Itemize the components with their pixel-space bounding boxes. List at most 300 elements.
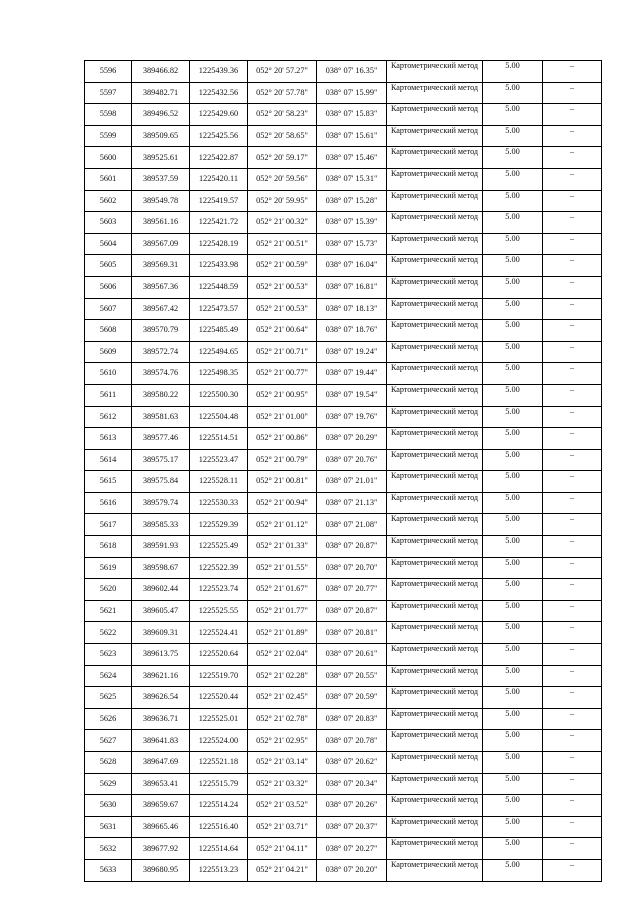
point-number-cell: 5623 <box>85 644 132 666</box>
y-coordinate-cell: 1225520.64 <box>190 644 248 666</box>
method-cell: Картометрический метод <box>387 557 483 579</box>
table-row <box>85 773 602 795</box>
precision-cell: 5.00 <box>483 773 543 795</box>
point-number-cell: 5614 <box>85 449 132 471</box>
x-coordinate-cell: 389591.93 <box>132 536 190 558</box>
note-cell: – <box>543 687 602 709</box>
y-coordinate-cell: 1225500.30 <box>190 384 248 406</box>
y-coordinate-cell: 1225514.51 <box>190 428 248 450</box>
point-number-cell: 5598 <box>85 104 132 126</box>
table-row <box>85 708 602 730</box>
longitude-cell: 038° 07' 20.59" <box>317 687 387 709</box>
precision-cell: 5.00 <box>483 579 543 601</box>
latitude-cell: 052° 21' 04.11" <box>248 838 317 860</box>
point-number-cell: 5621 <box>85 600 132 622</box>
precision-cell: 5.00 <box>483 471 543 493</box>
latitude-cell: 052° 21' 00.59" <box>248 255 317 277</box>
latitude-cell: 052° 21' 01.33" <box>248 536 317 558</box>
table-row <box>85 859 602 881</box>
point-number-cell: 5604 <box>85 233 132 255</box>
table-row <box>85 536 602 558</box>
x-coordinate-cell: 389659.67 <box>132 795 190 817</box>
point-number-cell: 5628 <box>85 752 132 774</box>
y-coordinate-cell: 1225494.65 <box>190 341 248 363</box>
longitude-cell: 038° 07' 20.26" <box>317 795 387 817</box>
x-coordinate-cell: 389653.41 <box>132 773 190 795</box>
latitude-cell: 052° 21' 00.51" <box>248 233 317 255</box>
method-cell: Картометрический метод <box>387 579 483 601</box>
table-row <box>85 514 602 536</box>
y-coordinate-cell: 1225520.44 <box>190 687 248 709</box>
note-cell: – <box>543 104 602 126</box>
x-coordinate-cell: 389626.54 <box>132 687 190 709</box>
x-coordinate-cell: 389579.74 <box>132 492 190 514</box>
longitude-cell: 038° 07' 20.83" <box>317 708 387 730</box>
method-cell: Картометрический метод <box>387 773 483 795</box>
latitude-cell: 052° 20' 58.65" <box>248 125 317 147</box>
y-coordinate-cell: 1225524.00 <box>190 730 248 752</box>
note-cell: – <box>543 190 602 212</box>
note-cell: – <box>543 644 602 666</box>
y-coordinate-cell: 1225420.11 <box>190 168 248 190</box>
point-number-cell: 5608 <box>85 320 132 342</box>
y-coordinate-cell: 1225528.11 <box>190 471 248 493</box>
point-number-cell: 5613 <box>85 428 132 450</box>
table-row <box>85 255 602 277</box>
point-number-cell: 5629 <box>85 773 132 795</box>
point-number-cell: 5597 <box>85 82 132 104</box>
note-cell: – <box>543 773 602 795</box>
precision-cell: 5.00 <box>483 708 543 730</box>
longitude-cell: 038° 07' 20.62" <box>317 752 387 774</box>
x-coordinate-cell: 389613.75 <box>132 644 190 666</box>
note-cell: – <box>543 212 602 234</box>
precision-cell: 5.00 <box>483 363 543 385</box>
x-coordinate-cell: 389575.17 <box>132 449 190 471</box>
point-number-cell: 5599 <box>85 125 132 147</box>
note-cell: – <box>543 514 602 536</box>
x-coordinate-cell: 389581.63 <box>132 406 190 428</box>
note-cell: – <box>543 600 602 622</box>
longitude-cell: 038° 07' 19.44" <box>317 363 387 385</box>
longitude-cell: 038° 07' 20.81" <box>317 622 387 644</box>
latitude-cell: 052° 20' 57.78" <box>248 82 317 104</box>
x-coordinate-cell: 389549.78 <box>132 190 190 212</box>
y-coordinate-cell: 1225419.57 <box>190 190 248 212</box>
note-cell: – <box>543 492 602 514</box>
x-coordinate-cell: 389598.67 <box>132 557 190 579</box>
longitude-cell: 038° 07' 21.08" <box>317 514 387 536</box>
y-coordinate-cell: 1225513.23 <box>190 859 248 881</box>
longitude-cell: 038° 07' 20.78" <box>317 730 387 752</box>
precision-cell: 5.00 <box>483 600 543 622</box>
y-coordinate-cell: 1225523.74 <box>190 579 248 601</box>
longitude-cell: 038° 07' 16.04" <box>317 255 387 277</box>
method-cell: Картометрический метод <box>387 190 483 212</box>
method-cell: Картометрический метод <box>387 406 483 428</box>
latitude-cell: 052° 21' 00.71" <box>248 341 317 363</box>
precision-cell: 5.00 <box>483 233 543 255</box>
precision-cell: 5.00 <box>483 104 543 126</box>
precision-cell: 5.00 <box>483 82 543 104</box>
table-row <box>85 579 602 601</box>
method-cell: Картометрический метод <box>387 471 483 493</box>
precision-cell: 5.00 <box>483 752 543 774</box>
longitude-cell: 038° 07' 18.76" <box>317 320 387 342</box>
method-cell: Картометрический метод <box>387 298 483 320</box>
precision-cell: 5.00 <box>483 255 543 277</box>
point-number-cell: 5617 <box>85 514 132 536</box>
note-cell: – <box>543 233 602 255</box>
point-number-cell: 5611 <box>85 384 132 406</box>
method-cell: Картометрический метод <box>387 82 483 104</box>
method-cell: Картометрический метод <box>387 341 483 363</box>
point-number-cell: 5626 <box>85 708 132 730</box>
method-cell: Картометрический метод <box>387 168 483 190</box>
note-cell: – <box>543 838 602 860</box>
longitude-cell: 038° 07' 16.35" <box>317 61 387 83</box>
precision-cell: 5.00 <box>483 428 543 450</box>
table-row <box>85 104 602 126</box>
longitude-cell: 038° 07' 15.46" <box>317 147 387 169</box>
point-number-cell: 5625 <box>85 687 132 709</box>
x-coordinate-cell: 389561.16 <box>132 212 190 234</box>
x-coordinate-cell: 389570.79 <box>132 320 190 342</box>
table-row <box>85 600 602 622</box>
x-coordinate-cell: 389665.46 <box>132 816 190 838</box>
table-row <box>85 147 602 169</box>
point-number-cell: 5601 <box>85 168 132 190</box>
longitude-cell: 038° 07' 21.01" <box>317 471 387 493</box>
longitude-cell: 038° 07' 15.31" <box>317 168 387 190</box>
point-number-cell: 5602 <box>85 190 132 212</box>
longitude-cell: 038° 07' 20.87" <box>317 536 387 558</box>
x-coordinate-cell: 389605.47 <box>132 600 190 622</box>
y-coordinate-cell: 1225429.60 <box>190 104 248 126</box>
x-coordinate-cell: 389569.31 <box>132 255 190 277</box>
longitude-cell: 038° 07' 15.39" <box>317 212 387 234</box>
note-cell: – <box>543 276 602 298</box>
latitude-cell: 052° 21' 01.77" <box>248 600 317 622</box>
note-cell: – <box>543 384 602 406</box>
note-cell: – <box>543 557 602 579</box>
table-row <box>85 795 602 817</box>
precision-cell: 5.00 <box>483 61 543 83</box>
x-coordinate-cell: 389575.84 <box>132 471 190 493</box>
table-row <box>85 341 602 363</box>
longitude-cell: 038° 07' 15.61" <box>317 125 387 147</box>
precision-cell: 5.00 <box>483 838 543 860</box>
note-cell: – <box>543 665 602 687</box>
method-cell: Картометрический метод <box>387 859 483 881</box>
method-cell: Картометрический метод <box>387 384 483 406</box>
method-cell: Картометрический метод <box>387 320 483 342</box>
note-cell: – <box>543 298 602 320</box>
table-row <box>85 125 602 147</box>
table-row <box>85 449 602 471</box>
latitude-cell: 052° 21' 01.12" <box>248 514 317 536</box>
coordinates-table-body <box>85 61 602 882</box>
x-coordinate-cell: 389525.61 <box>132 147 190 169</box>
longitude-cell: 038° 07' 15.73" <box>317 233 387 255</box>
point-number-cell: 5633 <box>85 859 132 881</box>
method-cell: Картометрический метод <box>387 752 483 774</box>
longitude-cell: 038° 07' 20.77" <box>317 579 387 601</box>
precision-cell: 5.00 <box>483 644 543 666</box>
latitude-cell: 052° 21' 00.81" <box>248 471 317 493</box>
method-cell: Картометрический метод <box>387 600 483 622</box>
point-number-cell: 5631 <box>85 816 132 838</box>
note-cell: – <box>543 579 602 601</box>
y-coordinate-cell: 1225485.49 <box>190 320 248 342</box>
method-cell: Картометрический метод <box>387 212 483 234</box>
point-number-cell: 5622 <box>85 622 132 644</box>
point-number-cell: 5605 <box>85 255 132 277</box>
x-coordinate-cell: 389509.65 <box>132 125 190 147</box>
method-cell: Картометрический метод <box>387 665 483 687</box>
x-coordinate-cell: 389680.95 <box>132 859 190 881</box>
point-number-cell: 5627 <box>85 730 132 752</box>
longitude-cell: 038° 07' 20.70" <box>317 557 387 579</box>
latitude-cell: 052° 21' 00.77" <box>248 363 317 385</box>
longitude-cell: 038° 07' 21.13" <box>317 492 387 514</box>
x-coordinate-cell: 389537.59 <box>132 168 190 190</box>
point-number-cell: 5624 <box>85 665 132 687</box>
y-coordinate-cell: 1225439.36 <box>190 61 248 83</box>
table-row <box>85 190 602 212</box>
table-row <box>85 384 602 406</box>
y-coordinate-cell: 1225425.56 <box>190 125 248 147</box>
latitude-cell: 052° 21' 02.45" <box>248 687 317 709</box>
longitude-cell: 038° 07' 20.61" <box>317 644 387 666</box>
y-coordinate-cell: 1225530.33 <box>190 492 248 514</box>
x-coordinate-cell: 389585.33 <box>132 514 190 536</box>
latitude-cell: 052° 21' 04.21" <box>248 859 317 881</box>
method-cell: Картометрический метод <box>387 622 483 644</box>
latitude-cell: 052° 21' 00.94" <box>248 492 317 514</box>
point-number-cell: 5603 <box>85 212 132 234</box>
note-cell: – <box>543 708 602 730</box>
latitude-cell: 052° 21' 03.52" <box>248 795 317 817</box>
note-cell: – <box>543 255 602 277</box>
method-cell: Картометрический метод <box>387 233 483 255</box>
table-row <box>85 61 602 83</box>
y-coordinate-cell: 1225519.70 <box>190 665 248 687</box>
longitude-cell: 038° 07' 20.20" <box>317 859 387 881</box>
method-cell: Картометрический метод <box>387 363 483 385</box>
x-coordinate-cell: 389567.36 <box>132 276 190 298</box>
point-number-cell: 5615 <box>85 471 132 493</box>
precision-cell: 5.00 <box>483 276 543 298</box>
longitude-cell: 038° 07' 20.87" <box>317 600 387 622</box>
longitude-cell: 038° 07' 15.99" <box>317 82 387 104</box>
note-cell: – <box>543 147 602 169</box>
precision-cell: 5.00 <box>483 147 543 169</box>
y-coordinate-cell: 1225529.39 <box>190 514 248 536</box>
table-row <box>85 212 602 234</box>
precision-cell: 5.00 <box>483 190 543 212</box>
longitude-cell: 038° 07' 20.55" <box>317 665 387 687</box>
longitude-cell: 038° 07' 20.27" <box>317 838 387 860</box>
precision-cell: 5.00 <box>483 816 543 838</box>
precision-cell: 5.00 <box>483 449 543 471</box>
latitude-cell: 052° 21' 03.14" <box>248 752 317 774</box>
latitude-cell: 052° 21' 02.78" <box>248 708 317 730</box>
note-cell: – <box>543 471 602 493</box>
longitude-cell: 038° 07' 15.28" <box>317 190 387 212</box>
precision-cell: 5.00 <box>483 341 543 363</box>
latitude-cell: 052° 21' 02.04" <box>248 644 317 666</box>
longitude-cell: 038° 07' 16.81" <box>317 276 387 298</box>
longitude-cell: 038° 07' 20.34" <box>317 773 387 795</box>
x-coordinate-cell: 389572.74 <box>132 341 190 363</box>
method-cell: Картометрический метод <box>387 104 483 126</box>
note-cell: – <box>543 795 602 817</box>
longitude-cell: 038° 07' 15.83" <box>317 104 387 126</box>
latitude-cell: 052° 20' 59.95" <box>248 190 317 212</box>
table-row <box>85 644 602 666</box>
precision-cell: 5.00 <box>483 320 543 342</box>
longitude-cell: 038° 07' 19.24" <box>317 341 387 363</box>
table-row <box>85 730 602 752</box>
table-row <box>85 816 602 838</box>
x-coordinate-cell: 389567.09 <box>132 233 190 255</box>
y-coordinate-cell: 1225514.64 <box>190 838 248 860</box>
note-cell: – <box>543 125 602 147</box>
x-coordinate-cell: 389567.42 <box>132 298 190 320</box>
note-cell: – <box>543 859 602 881</box>
y-coordinate-cell: 1225421.72 <box>190 212 248 234</box>
x-coordinate-cell: 389580.22 <box>132 384 190 406</box>
note-cell: – <box>543 816 602 838</box>
table-row <box>85 82 602 104</box>
x-coordinate-cell: 389609.31 <box>132 622 190 644</box>
y-coordinate-cell: 1225428.19 <box>190 233 248 255</box>
method-cell: Картометрический метод <box>387 816 483 838</box>
y-coordinate-cell: 1225522.39 <box>190 557 248 579</box>
precision-cell: 5.00 <box>483 125 543 147</box>
latitude-cell: 052° 21' 02.95" <box>248 730 317 752</box>
y-coordinate-cell: 1225473.57 <box>190 298 248 320</box>
table-row <box>85 168 602 190</box>
method-cell: Картометрический метод <box>387 644 483 666</box>
coordinates-table <box>84 60 602 882</box>
y-coordinate-cell: 1225504.48 <box>190 406 248 428</box>
y-coordinate-cell: 1225523.47 <box>190 449 248 471</box>
method-cell: Картометрический метод <box>387 255 483 277</box>
table-row <box>85 233 602 255</box>
table-row <box>85 838 602 860</box>
y-coordinate-cell: 1225433.98 <box>190 255 248 277</box>
note-cell: – <box>543 752 602 774</box>
point-number-cell: 5618 <box>85 536 132 558</box>
x-coordinate-cell: 389636.71 <box>132 708 190 730</box>
y-coordinate-cell: 1225432.56 <box>190 82 248 104</box>
table-row <box>85 665 602 687</box>
note-cell: – <box>543 61 602 83</box>
latitude-cell: 052° 20' 59.56" <box>248 168 317 190</box>
table-row <box>85 428 602 450</box>
table-row <box>85 687 602 709</box>
note-cell: – <box>543 406 602 428</box>
method-cell: Картометрический метод <box>387 708 483 730</box>
y-coordinate-cell: 1225422.87 <box>190 147 248 169</box>
precision-cell: 5.00 <box>483 795 543 817</box>
method-cell: Картометрический метод <box>387 125 483 147</box>
precision-cell: 5.00 <box>483 514 543 536</box>
latitude-cell: 052° 21' 00.79" <box>248 449 317 471</box>
method-cell: Картометрический метод <box>387 795 483 817</box>
point-number-cell: 5632 <box>85 838 132 860</box>
method-cell: Картометрический метод <box>387 147 483 169</box>
latitude-cell: 052° 20' 58.23" <box>248 104 317 126</box>
latitude-cell: 052° 21' 00.86" <box>248 428 317 450</box>
x-coordinate-cell: 389621.16 <box>132 665 190 687</box>
table-row <box>85 363 602 385</box>
latitude-cell: 052° 21' 00.53" <box>248 298 317 320</box>
latitude-cell: 052° 21' 01.55" <box>248 557 317 579</box>
method-cell: Картометрический метод <box>387 276 483 298</box>
method-cell: Картометрический метод <box>387 838 483 860</box>
x-coordinate-cell: 389482.71 <box>132 82 190 104</box>
x-coordinate-cell: 389677.92 <box>132 838 190 860</box>
note-cell: – <box>543 622 602 644</box>
precision-cell: 5.00 <box>483 212 543 234</box>
y-coordinate-cell: 1225515.79 <box>190 773 248 795</box>
table-row <box>85 752 602 774</box>
longitude-cell: 038° 07' 20.37" <box>317 816 387 838</box>
latitude-cell: 052° 21' 00.53" <box>248 276 317 298</box>
x-coordinate-cell: 389641.83 <box>132 730 190 752</box>
table-row <box>85 320 602 342</box>
note-cell: – <box>543 320 602 342</box>
latitude-cell: 052° 21' 01.89" <box>248 622 317 644</box>
method-cell: Картометрический метод <box>387 428 483 450</box>
point-number-cell: 5610 <box>85 363 132 385</box>
x-coordinate-cell: 389466.82 <box>132 61 190 83</box>
latitude-cell: 052° 21' 03.71" <box>248 816 317 838</box>
note-cell: – <box>543 536 602 558</box>
point-number-cell: 5612 <box>85 406 132 428</box>
longitude-cell: 038° 07' 19.54" <box>317 384 387 406</box>
point-number-cell: 5616 <box>85 492 132 514</box>
point-number-cell: 5619 <box>85 557 132 579</box>
y-coordinate-cell: 1225524.41 <box>190 622 248 644</box>
point-number-cell: 5620 <box>85 579 132 601</box>
point-number-cell: 5596 <box>85 61 132 83</box>
point-number-cell: 5600 <box>85 147 132 169</box>
precision-cell: 5.00 <box>483 859 543 881</box>
precision-cell: 5.00 <box>483 730 543 752</box>
y-coordinate-cell: 1225514.24 <box>190 795 248 817</box>
x-coordinate-cell: 389647.69 <box>132 752 190 774</box>
y-coordinate-cell: 1225525.49 <box>190 536 248 558</box>
precision-cell: 5.00 <box>483 168 543 190</box>
method-cell: Картометрический метод <box>387 492 483 514</box>
note-cell: – <box>543 341 602 363</box>
note-cell: – <box>543 363 602 385</box>
table-row <box>85 492 602 514</box>
longitude-cell: 038° 07' 20.76" <box>317 449 387 471</box>
latitude-cell: 052° 21' 03.32" <box>248 773 317 795</box>
method-cell: Картометрический метод <box>387 449 483 471</box>
note-cell: – <box>543 730 602 752</box>
point-number-cell: 5609 <box>85 341 132 363</box>
note-cell: – <box>543 428 602 450</box>
point-number-cell: 5606 <box>85 276 132 298</box>
latitude-cell: 052° 21' 01.00" <box>248 406 317 428</box>
latitude-cell: 052° 20' 59.17" <box>248 147 317 169</box>
